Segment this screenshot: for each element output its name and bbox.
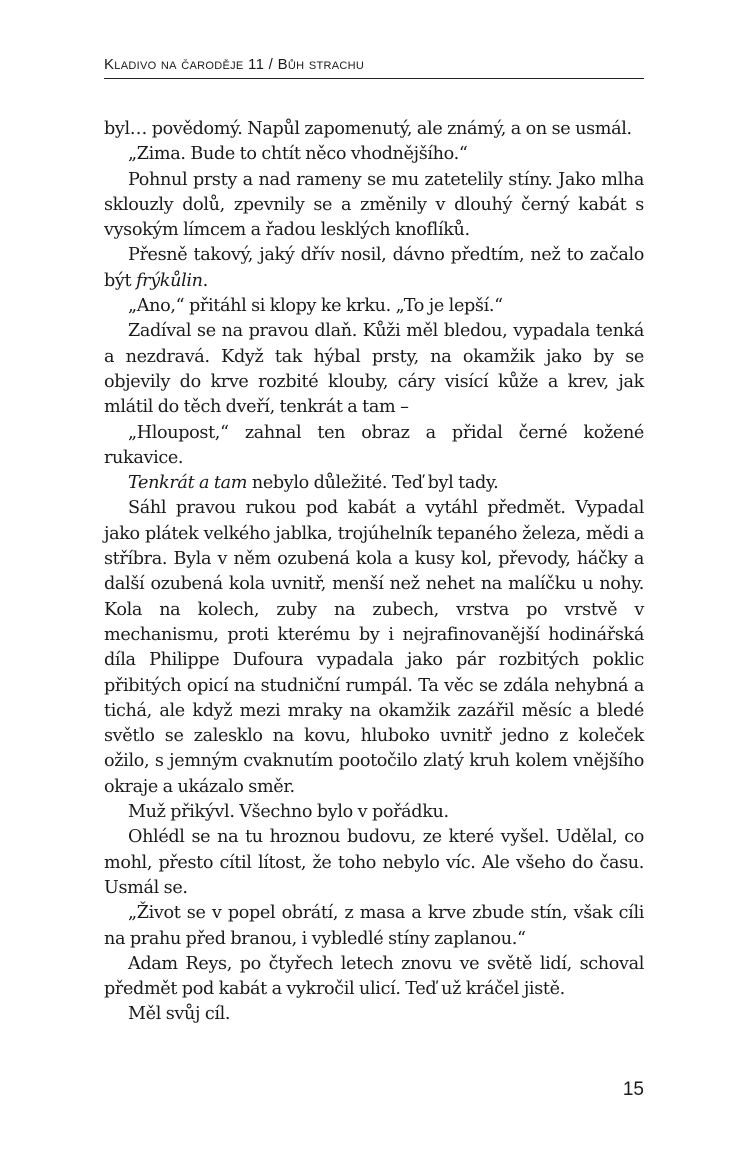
- paragraph-text: „Život se v popel obrátí, z masa a krve zbude stín, však cíli na prahu před branou, i vybledlé stíny zaplanou.“: [104, 903, 644, 949]
- paragraph: [104, 142, 644, 167]
- paragraph: [104, 421, 644, 472]
- paragraph-text: Pohnul prsty a nad rameny se mu zatetelily stíny. Jako mlha sklouzly dolů, zpevnily se a změnily v dlouhý černý kabát s vysokým límcem a řadou lesklých knoflíků.: [104, 169, 644, 241]
- paragraph: [104, 496, 644, 800]
- paragraph-text: Přesně takový, jaký dřív nosil, dávno předtím, než to začalo být: [104, 245, 644, 291]
- paragraph-text: nebylo důležité. Teď byl tady.: [247, 473, 499, 494]
- page-number: 15: [622, 1079, 644, 1100]
- paragraph-text: byl… povědomý. Napůl zapomenutý, ale známý, a on se usmál.: [104, 119, 632, 139]
- paragraph-text: Muž přikývl. Všechno bylo v pořádku.: [128, 802, 449, 823]
- paragraph-text: „Hloupost,“ zahnal ten obraz a přidal černé kožené rukavice.: [104, 422, 644, 468]
- paragraph: [104, 294, 644, 319]
- body-text: [104, 117, 644, 1028]
- paragraph: [104, 117, 644, 142]
- paragraph: [104, 800, 644, 825]
- paragraph-text: Ohlédl se na tu hroznou budovu, ze které vyšel. Udělal, co mohl, přesto cítil lítost, že toho nebylo víc. Ale všeho do času. Usmál se.: [104, 827, 644, 898]
- paragraph: [104, 168, 644, 244]
- paragraph-text: „Zima. Bude to chtít něco vhodnějšího.“: [128, 144, 468, 165]
- paragraph-text: Adam Reys, po čtyřech letech znovu ve světě lidí, schoval předmět pod kabát a vykročil ulicí. Teď už kráčel jistě.: [104, 953, 644, 1000]
- paragraph: [104, 471, 644, 496]
- running-title: Kladivo na čaroděje 11 / Bůh strachu: [104, 56, 365, 73]
- paragraph: [104, 243, 644, 294]
- paragraph-text: Měl svůj cíl.: [128, 1004, 231, 1025]
- paragraph-text: .: [202, 270, 208, 291]
- paragraph-text: Sáhl pravou rukou pod kabát a vytáhl předmět. Vypadal jako plátek velkého jablka, trojúhelník tepaného železa, mědi a stříbra. Byla v něm ozubená kola a kusy kol, převody, háčky a další ozubená kola uvnitř, menší než nehet na malíčku u nohy. Kola na kolech, zuby na zubech, vrstva po vrstvě v mechanismu, proti kterému by i nejrafinovanější hodinářská díla Philippe Dufoura vypadala jako pár rozbitých poklic přibitých opicí na studniční rumpál. Ta věc se zdála nehybná a tichá, ale když mezi mraky na okamžik zazářil měsíc a bledé světlo se zalesklo na kovu, hluboko uvnitř jedno z koleček ožilo, s jemným cvaknutím pootočilo zlatý kruh kolem vnějšího okraje a ukázalo směr.: [104, 498, 644, 797]
- paragraph: [104, 901, 644, 952]
- paragraph: [104, 952, 644, 1003]
- paragraph: [104, 319, 644, 420]
- italic-text: Tenkrát a tam: [128, 473, 248, 494]
- paragraph-text: „Ano,“ přitáhl si klopy ke krku. „To je lepší.“: [128, 296, 503, 317]
- paragraph: [104, 825, 644, 901]
- italic-text: frýkůlin: [135, 270, 203, 291]
- paragraph: [104, 1002, 644, 1027]
- paragraph-text: Zadíval se na pravou dlaň. Kůži měl bledou, vypadala tenká a nezdravá. Když tak hýbal prsty, na okamžik jako by se objevily do krve rozbité klouby, cáry visící kůže a krev, jak mlátil do těch dveří, tenkrát a tam –: [104, 321, 644, 418]
- running-header: [104, 52, 644, 79]
